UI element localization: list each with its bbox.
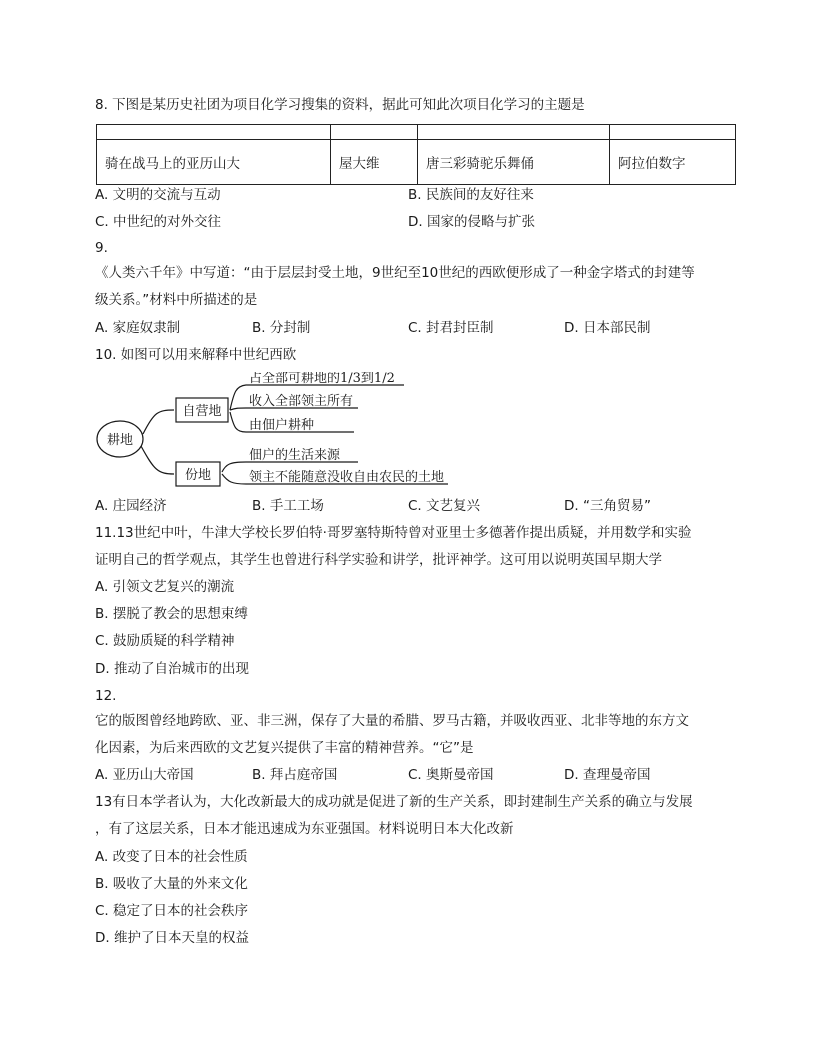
q8-option-c: C. 中世纪的对外交往 (95, 214, 222, 230)
q8-option-a: A. 文明的交流与互动 (95, 187, 221, 203)
table-header-cell (97, 125, 331, 140)
q12-option-c: C. 奥斯曼帝国 (408, 767, 494, 783)
q10-option-d: D. “三角贸易” (564, 498, 651, 514)
table-cell-tang-figurine: 唐三彩骑驼乐舞俑 (418, 140, 610, 185)
q12-number: 12. (95, 688, 117, 704)
q9-option-a: A. 家庭奴隶制 (95, 320, 181, 336)
diagram-branch1-item: 收入全部领主所有 (249, 394, 354, 409)
q12-option-a: A. 亚历山大帝国 (95, 767, 194, 783)
q13-option-b: B. 吸收了大量的外来文化 (95, 876, 248, 892)
q10-option-c: C. 文艺复兴 (408, 498, 481, 514)
table-header-cell (610, 125, 736, 140)
diagram-branch2-label: 份地 (184, 468, 212, 483)
table-header-cell (331, 125, 418, 140)
q12-line2: 化因素，为后来西欧的文艺复兴提供了丰富的精神营养。“它”是 (95, 740, 474, 756)
table-header-cell (418, 125, 610, 140)
diagram-branch2-item: 领主不能随意没收自由农民的土地 (249, 470, 445, 485)
table-cell-arabic-numerals: 阿拉伯数字 (610, 140, 736, 185)
q9-option-b: B. 分封制 (252, 320, 311, 336)
q13-option-a: A. 改变了日本的社会性质 (95, 849, 248, 865)
diagram-branch2-item: 佃户的生活来源 (249, 448, 341, 463)
q11-option-d: D. 推动了自治城市的出现 (95, 661, 249, 677)
connector-line (141, 446, 174, 474)
q11-option-c: C. 鼓励质疑的科学精神 (95, 633, 235, 649)
q8-option-b: B. 民族间的友好往来 (408, 187, 534, 203)
connector-line (143, 410, 174, 434)
q9-option-c: C. 封君封臣制 (408, 320, 494, 336)
q9-line1: 《人类六千年》中写道：“由于层层封受土地，9世纪至10世纪的西欧便形成了一种金字塔式的封建等 (95, 265, 695, 281)
q9-number: 9. (95, 240, 108, 256)
q13-option-d: D. 维护了日本天皇的权益 (95, 930, 249, 946)
q10-farmland-diagram (96, 372, 456, 488)
q9-option-d: D. 日本部民制 (564, 320, 651, 336)
q11-option-b: B. 摆脱了教会的思想束缚 (95, 606, 248, 622)
q8-option-d: D. 国家的侵略与扩张 (408, 214, 535, 230)
diagram-branch1-label: 自营地 (182, 404, 222, 419)
diagram-branch1-item: 由佃户耕种 (249, 418, 315, 433)
table-cell-octavian: 屋大维 (331, 140, 418, 185)
q12-option-d: D. 查理曼帝国 (564, 767, 651, 783)
q10-option-b: B. 手工工场 (252, 498, 324, 514)
q12-line1: 它的版图曾经地跨欧、亚、非三洲，保存了大量的希腊、罗马古籍，并吸收西亚、北非等地的东方文 (95, 713, 689, 729)
q10-stem: 10. 如图可以用来解释中世纪西欧 (95, 347, 297, 363)
q8-table (96, 124, 736, 185)
q11-line1: 11.13世纪中叶，牛津大学校长罗伯特·哥罗塞特斯特曾对亚里士多德著作提出质疑，并用数学和实验 (95, 525, 692, 541)
q13-line1: 13有日本学者认为，大化改新最大的成功就是促进了新的生产关系，即封建制生产关系的确立与发展 (95, 794, 693, 810)
diagram-root-label: 耕地 (106, 433, 134, 448)
q11-option-a: A. 引领文艺复兴的潮流 (95, 579, 235, 595)
q10-option-a: A. 庄园经济 (95, 498, 167, 514)
q11-line2: 证明自己的哲学观点，其学生也曾进行科学实验和讲学，批评神学。这可用以说明英国早期大学 (95, 552, 662, 568)
q9-line2: 级关系。”材料中所描述的是 (95, 292, 258, 308)
q8-stem: 8. 下图是某历史社团为项目化学习搜集的资料，据此可知此次项目化学习的主题是 (95, 97, 585, 113)
q13-option-c: C. 稳定了日本的社会秩序 (95, 903, 249, 919)
diagram-branch1-item: 占全部可耕地的1/3到1/2 (249, 372, 395, 386)
table-cell-alexander: 骑在战马上的亚历山大 (97, 140, 331, 185)
q12-option-b: B. 拜占庭帝国 (252, 767, 338, 783)
q13-line2: ，有了这层关系，日本才能迅速成为东亚强国。材料说明日本大化改新 (95, 821, 514, 837)
